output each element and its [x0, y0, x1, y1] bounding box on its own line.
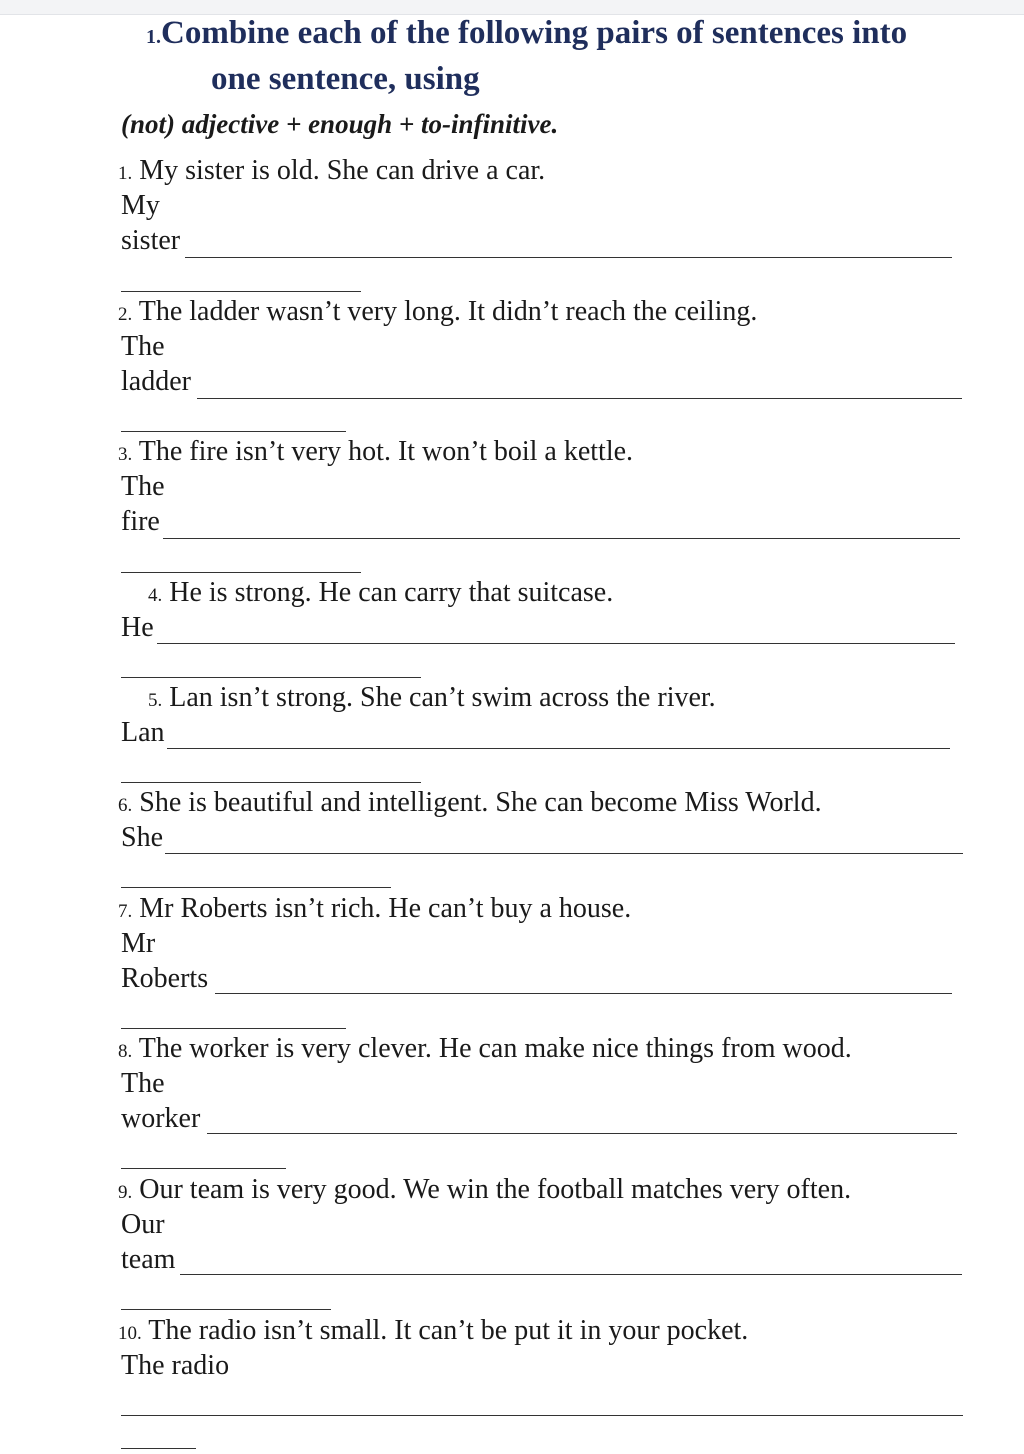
- answer-line[interactable]: [121, 782, 421, 783]
- answer-line[interactable]: [165, 853, 963, 854]
- item-number: 1.: [118, 163, 133, 184]
- answer-line[interactable]: [121, 431, 346, 432]
- answer-starter: Roberts: [121, 963, 209, 994]
- answer-starter: Lan: [121, 717, 165, 748]
- answer-line[interactable]: [207, 1133, 957, 1134]
- answer-line[interactable]: [121, 1448, 196, 1449]
- item-number: 2.: [118, 304, 133, 325]
- answer-line[interactable]: [185, 257, 952, 258]
- item-prompt: 9. Our team is very good. We win the football matches very often.: [118, 1174, 852, 1205]
- exercise-title-line2: one sentence, using: [211, 61, 480, 97]
- answer-line[interactable]: [163, 538, 960, 539]
- answer-line[interactable]: [121, 677, 421, 678]
- answer-starter: She: [121, 822, 163, 853]
- item-prompt: 6. She is beautiful and intelligent. She can become Miss World.: [118, 787, 822, 818]
- item-number: 4.: [148, 585, 163, 606]
- answer-line[interactable]: [197, 398, 962, 399]
- item-number: 6.: [118, 795, 133, 816]
- answer-starter: My: [121, 190, 160, 221]
- answer-line[interactable]: [121, 572, 361, 573]
- item-number: 9.: [118, 1182, 133, 1203]
- answer-starter: He: [121, 612, 154, 643]
- answer-line[interactable]: [167, 748, 950, 749]
- item-number: 8.: [118, 1041, 133, 1062]
- answer-line[interactable]: [121, 291, 361, 292]
- answer-starter: Mr: [121, 928, 156, 959]
- answer-starter: sister: [121, 225, 181, 256]
- answer-starter: The: [121, 471, 165, 502]
- answer-line[interactable]: [157, 643, 955, 644]
- item-prompt: 4. He is strong. He can carry that suitcase.: [148, 577, 614, 608]
- answer-starter: The: [121, 331, 165, 362]
- item-prompt: 3. The fire isn’t very hot. It won’t boil a kettle.: [118, 436, 634, 467]
- answer-line[interactable]: [121, 887, 391, 888]
- exercise-instruction: (not) adjective + enough + to-infinitive.: [121, 109, 559, 139]
- answer-line[interactable]: [121, 1309, 331, 1310]
- answer-starter: Our: [121, 1209, 165, 1240]
- answer-starter: team: [121, 1244, 176, 1275]
- answer-starter: The radio: [121, 1350, 230, 1381]
- item-number: 10.: [118, 1323, 142, 1344]
- item-prompt: 2. The ladder wasn’t very long. It didn’t reach the ceiling.: [118, 296, 758, 327]
- item-prompt: 1. My sister is old. She can drive a car.: [118, 155, 546, 186]
- item-number: 7.: [118, 901, 133, 922]
- answer-line[interactable]: [215, 993, 952, 994]
- answer-starter: ladder: [121, 366, 191, 397]
- item-number: 5.: [148, 690, 163, 711]
- answer-starter: fire: [121, 506, 160, 537]
- exercise-heading: [146, 12, 907, 100]
- answer-line[interactable]: [121, 1415, 963, 1416]
- answer-line[interactable]: [180, 1274, 962, 1275]
- item-prompt: 5. Lan isn’t strong. She can’t swim across the river.: [148, 682, 716, 713]
- answer-line[interactable]: [121, 1168, 286, 1169]
- exercise-title-line1: Combine each of the following pairs of sentences into: [161, 15, 908, 51]
- exercise-number: 1.: [146, 26, 161, 48]
- answer-starter: The: [121, 1068, 165, 1099]
- answer-line[interactable]: [121, 1028, 346, 1029]
- item-number: 3.: [118, 444, 133, 465]
- answer-starter: worker: [121, 1103, 201, 1134]
- item-prompt: 8. The worker is very clever. He can make nice things from wood.: [118, 1033, 852, 1064]
- item-prompt: 10. The radio isn’t small. It can’t be put it in your pocket.: [118, 1315, 749, 1346]
- item-prompt: 7. Mr Roberts isn’t rich. He can’t buy a house.: [118, 893, 632, 924]
